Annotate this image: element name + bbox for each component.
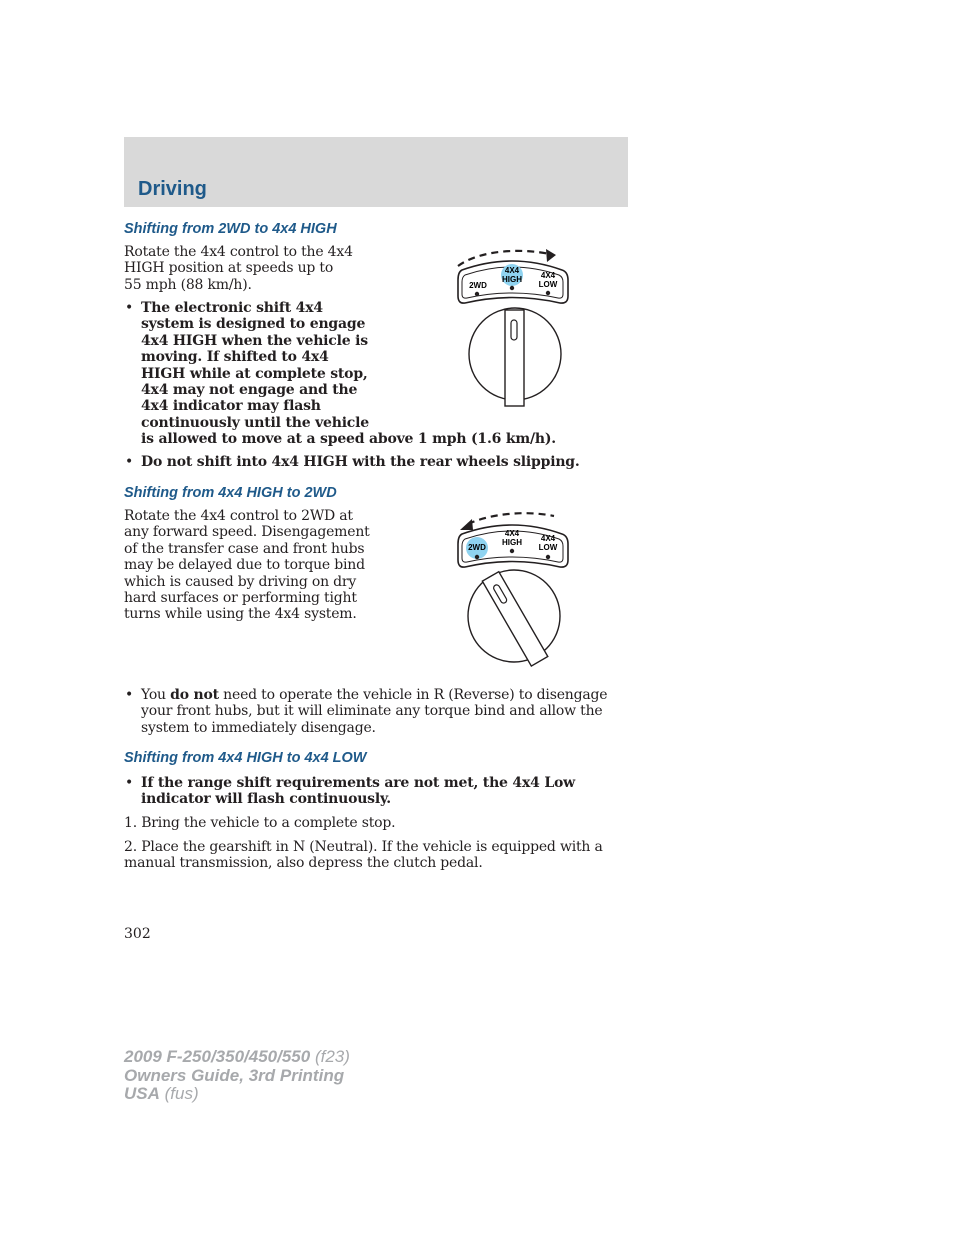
bullet-text-pre: You (141, 687, 171, 703)
section1-intro-line: HIGH position at speeds up to (124, 260, 334, 277)
label-low: LOW (538, 543, 558, 552)
section1-intro-line: 55 mph (88 km/h). (124, 276, 252, 293)
section2-intro (124, 508, 370, 623)
bullet-reverse-not-needed (124, 687, 607, 736)
bullet-line: Do not shift into 4x4 HIGH with the rear wheels slipping. (141, 454, 580, 470)
section-title: Driving (138, 178, 207, 200)
label-2wd: 2WD (468, 543, 486, 552)
section-header-band (124, 137, 628, 207)
arrow-head-icon (546, 249, 556, 262)
bullet-dot: • (125, 775, 134, 791)
section2-intro-line: may be delayed due to torque bind (124, 557, 365, 574)
bullet-line: is allowed to move at a speed above 1 mph (1.6 km/h). (141, 431, 556, 448)
bullet-text-rest: need to operate the vehicle in R (Reverse) to disengage (218, 687, 608, 703)
indicator-dot-low (546, 291, 550, 295)
heading-4x4-high-to-2wd: Shifting from 4x4 HIGH to 2WD (124, 485, 337, 501)
heading-2wd-to-4x4-high: Shifting from 2WD to 4x4 HIGH (124, 221, 337, 237)
bullet-line: system to immediately disengage. (141, 719, 376, 736)
section2-intro-line: any forward speed. Disengagement (124, 524, 370, 541)
section2-intro-line: of the transfer case and front hubs (124, 540, 365, 557)
label-low: LOW (538, 280, 558, 289)
rotation-arrow-icon (468, 513, 554, 524)
knob-pointer-slot (511, 320, 517, 340)
indicator-dot-2wd (475, 292, 479, 296)
page-number: 302 (124, 926, 151, 942)
section2-intro-line: hard surfaces or performing tight (124, 590, 357, 607)
footer-printing: Owners Guide, 3rd Printing (124, 1065, 345, 1085)
arrow-head-icon (460, 519, 473, 530)
bullet-line: HIGH while at complete stop, (141, 365, 368, 382)
section2-intro-line: Rotate the 4x4 control to 2WD at (124, 508, 353, 524)
section2-intro-line: which is caused by driving on dry (124, 573, 357, 590)
label-high: HIGH (502, 538, 522, 547)
step-2-line: 2. Place the gearshift in N (Neutral). If the vehicle is equipped with a (124, 839, 603, 855)
footer-region-code: (fus) (159, 1084, 199, 1103)
footer-model: 2009 F-250/350/450/550 (124, 1047, 311, 1066)
indicator-dot-low (546, 555, 550, 559)
bullet-line: your front hubs, but it will eliminate any torque bind and allow the (141, 703, 603, 720)
label-4x4-high-top: 4X4 (504, 529, 520, 538)
bullet-dot: • (125, 454, 134, 470)
dial-2wd-illustration (450, 510, 575, 670)
bullet-line: continuously until the vehicle (141, 414, 369, 431)
indicator-dot-high (510, 549, 514, 553)
indicator-dot-high (510, 286, 514, 290)
label-high: HIGH (502, 275, 522, 284)
footer-model-code: (f23) (310, 1047, 350, 1066)
heading-4x4-high-to-4x4-low: Shifting from 4x4 HIGH to 4x4 LOW (124, 750, 367, 766)
document-footer (124, 1048, 350, 1104)
section1-intro (124, 244, 353, 293)
bullet-dot: • (125, 687, 134, 703)
label-2wd: 2WD (469, 281, 487, 290)
bullet-line: The electronic shift 4x4 (141, 300, 323, 316)
step-2-line: manual transmission, also depress the clutch pedal. (124, 855, 483, 872)
section1-intro-line: Rotate the 4x4 control to the 4x4 (124, 244, 353, 260)
bullet-line: 4x4 HIGH when the vehicle is (141, 332, 368, 349)
section2-intro-line: turns while using the 4x4 system. (124, 606, 357, 623)
indicator-dot-2wd (475, 555, 479, 559)
footer-region: USA (124, 1084, 160, 1103)
step-1: 1. Bring the vehicle to a complete stop. (124, 815, 396, 831)
bullet-line: indicator will flash continuously. (141, 791, 391, 808)
bullet-dot: • (125, 300, 134, 316)
bullet-rear-wheels-slipping (124, 454, 580, 470)
bullet-line: 4x4 indicator may flash (141, 398, 321, 415)
bullet-range-shift-requirements (124, 775, 575, 808)
label-4x4-high-top: 4X4 (504, 266, 520, 275)
bullet-line: system is designed to engage (141, 316, 366, 333)
bullet-line: 4x4 may not engage and the (141, 382, 358, 399)
label-4x4-low-top: 4X4 (540, 534, 556, 543)
bullet-text-emphasis: do not (170, 687, 219, 703)
bullet-line: If the range shift requirements are not met, the 4x4 Low (141, 775, 575, 791)
dial-4x4-high-illustration (450, 248, 575, 410)
label-4x4-low-top: 4X4 (540, 271, 556, 280)
bullet-line: moving. If shifted to 4x4 (141, 349, 329, 366)
step-2 (124, 839, 603, 872)
